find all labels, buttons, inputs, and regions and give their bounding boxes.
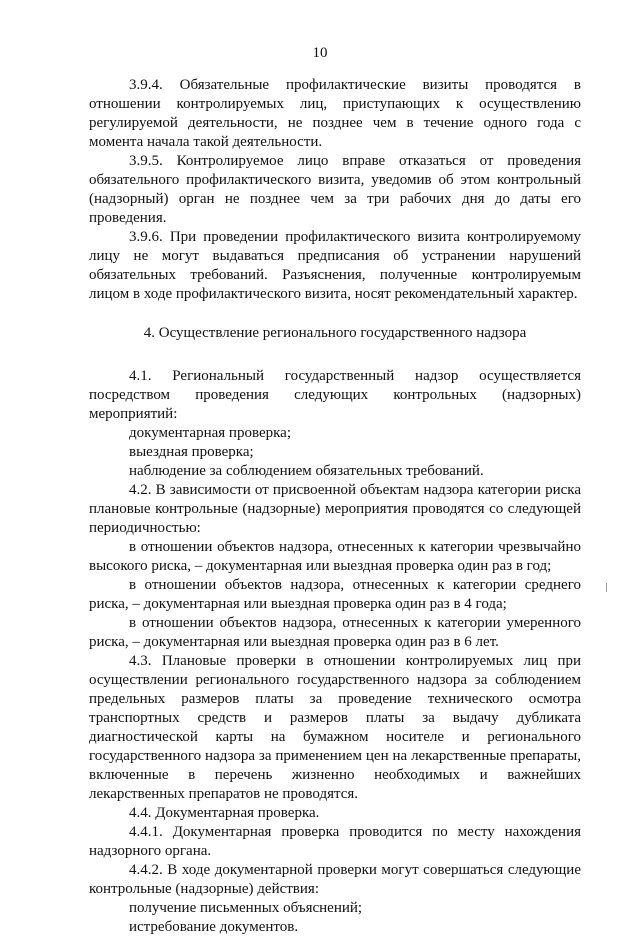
scan-margin-mark <box>606 583 607 592</box>
paragraph-4-2: 4.2. В зависимости от присвоенной объектам надзора категории риска плановые контрольные (надзорные) мероприятия проводятся со следующей периодичностью: <box>89 482 581 536</box>
list-item-4-2-moderate-risk: в отношении объектов надзора, отнесенных к категории умеренного риска, – документарная или выездная проверка один раз в 6 лет. <box>89 615 581 650</box>
list-item-4-1-documentary-check: документарная проверка; <box>129 425 291 441</box>
section-4-heading: 4. Осуществление регионального государственного надзора <box>143 325 527 341</box>
list-item-4-2-extremely-high-risk: в отношении объектов надзора, отнесенных к категории чрезвычайно высокого риска, – документарная или выездная проверка один раз в год; <box>89 539 581 574</box>
paragraph-4-3: 4.3. Плановые проверки в отношении контролируемых лиц при осуществлении регионального государственного надзора за соблюдением предельных размеров платы за проведение технического осмотра транспортных средств и размеров платы за выдачу дубликата диагностической карты на бумажном носителе и регионального государственного надзора за применением цен на лекарственные препараты, включенные в перечень жизненно необходимых и важнейших лекарственных препаратов не проводятся. <box>89 653 581 802</box>
paragraph-3-9-6: 3.9.6. При проведении профилактического визита контролируемому лицу не могут выдаваться предписания об устранении нарушений обязательных требований. Разъяснения, полученные контролируемым лицом в ходе профилактического визита, носят рекомендательный характер. <box>89 229 581 302</box>
list-item-4-4-2-explanations: получение письменных объяснений; <box>129 900 363 916</box>
list-item-4-1-field-check: выездная проверка; <box>129 444 254 460</box>
document-body <box>89 76 581 937</box>
paragraph-4-4: 4.4. Документарная проверка. <box>129 805 320 821</box>
list-item-4-4-2-documents: истребование документов. <box>129 919 299 935</box>
paragraph-3-9-4: 3.9.4. Обязательные профилактические визиты проводятся в отношении контролируемых лиц, приступающих к осуществлению регулируемой деятельности, не позднее чем в течение одного года с момента начала такой деятельности. <box>89 77 581 150</box>
paragraph-4-1: 4.1. Региональный государственный надзор осуществляется посредством проведения следующих контрольных (надзорных) мероприятий: <box>89 368 581 422</box>
paragraph-4-4-2: 4.4.2. В ходе документарной проверки могут совершаться следующие контрольные (надзорные) действия: <box>89 862 581 897</box>
paragraph-3-9-5: 3.9.5. Контролируемое лицо вправе отказаться от проведения обязательного профилактического визита, уведомив об этом контрольный (надзорный) орган не позднее чем за три рабочих дня до даты его проведения. <box>89 153 581 226</box>
page-number: 10 <box>312 45 328 61</box>
list-item-4-1-observation: наблюдение за соблюдением обязательных требований. <box>129 463 484 479</box>
list-item-4-2-medium-risk: в отношении объектов надзора, отнесенных к категории среднего риска, – документарная или выездная проверка один раз в 4 года; <box>89 577 581 612</box>
paragraph-4-4-1: 4.4.1. Документарная проверка проводится по месту нахождения надзорного органа. <box>89 824 581 859</box>
